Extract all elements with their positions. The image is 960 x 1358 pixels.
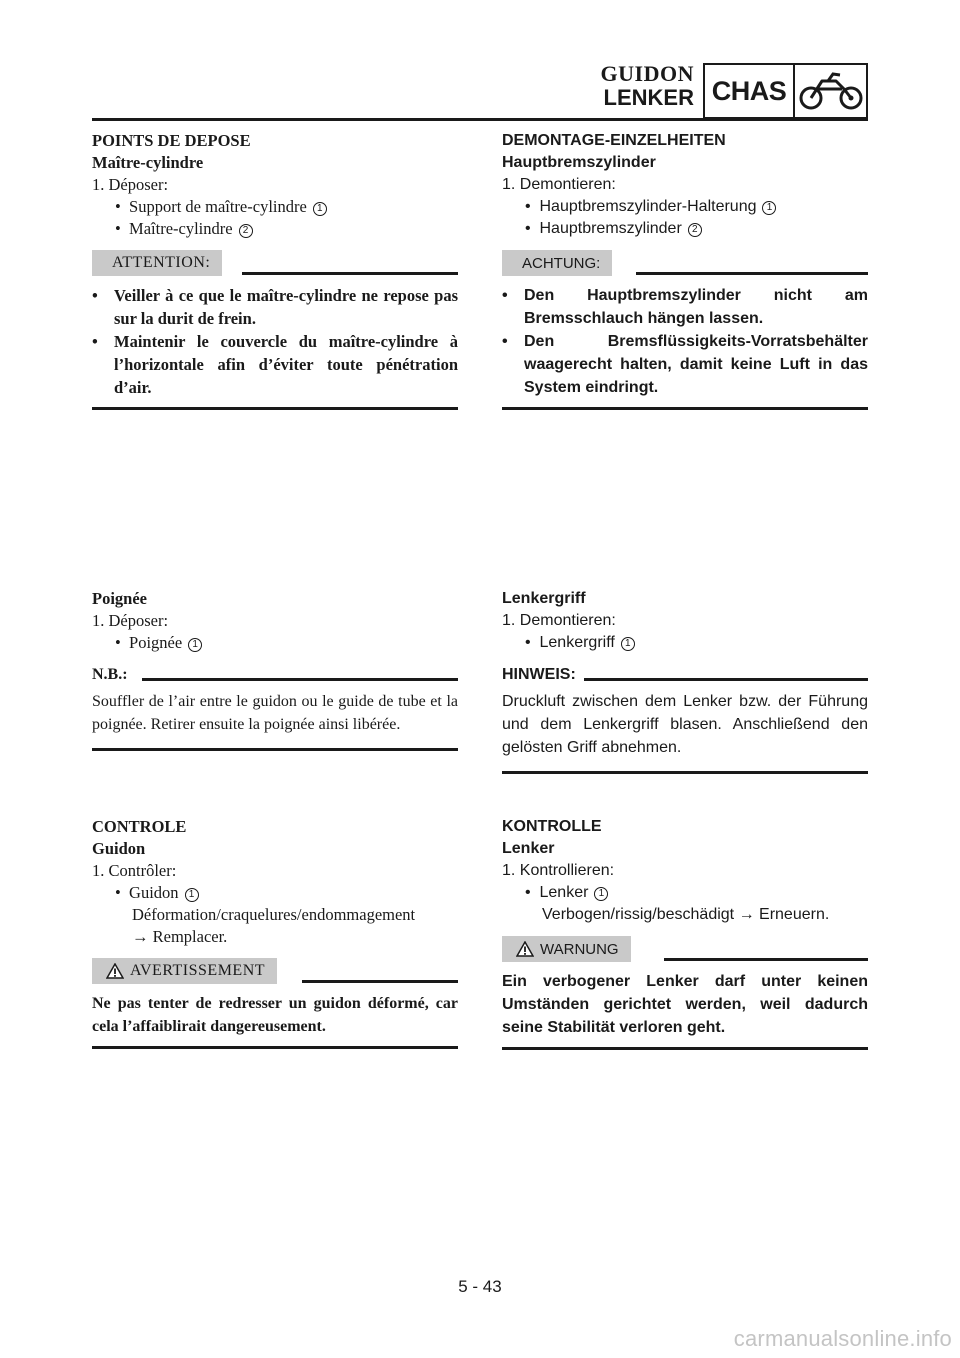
list-item: • Lenkergriff 1: [502, 632, 868, 654]
callout-number: 1: [188, 638, 202, 652]
caution-end-rule: [502, 407, 868, 410]
list-item: • Poignée 1: [92, 632, 458, 654]
fr-grip-section: [92, 588, 458, 751]
de-removal-subheading: Hauptbremszylinder: [502, 154, 656, 171]
warning-triangle-icon: [106, 963, 124, 979]
note-end-rule: [92, 748, 458, 751]
check-detail: Verbogen/rissig/beschädigt → Erneuern.: [542, 906, 830, 923]
fr-grip-step: 1. Déposer:: [92, 611, 169, 630]
list-item: • Guidon 1: [92, 882, 458, 904]
de-check-step: 1. Kontrollieren:: [502, 862, 615, 879]
callout-number: 1: [621, 637, 635, 651]
list-item-text: Guidon: [129, 883, 179, 902]
caution-label: ATTENTION:: [92, 250, 222, 276]
warning-triangle-icon: [516, 941, 534, 957]
list-item-text: Hauptbremszylinder-Halterung: [539, 198, 757, 215]
check-action: → Remplacer.: [132, 927, 228, 946]
note-label-row: [502, 664, 868, 686]
note-rule: [142, 678, 458, 681]
list-item: • Hauptbremszylinder 2: [502, 218, 868, 240]
fr-check-heading: CONTROLE: [92, 817, 187, 836]
caution-rule: [636, 272, 868, 275]
caution-end-rule: [92, 407, 458, 410]
caution-item-text: Den Bremsflüssigkeits-Vorratsbehälter waagerecht halten, damit keine Luft in das System eindringt.: [524, 333, 868, 396]
callout-number: 1: [313, 202, 327, 216]
callout-number: 1: [594, 887, 608, 901]
watermark: carmanualsonline.info: [733, 1326, 952, 1351]
caution-label: ACHTUNG:: [502, 250, 612, 276]
de-grip-section: [502, 588, 868, 774]
check-detail: Déformation/craquelures/endommagement: [132, 905, 416, 924]
caution-rule: [242, 272, 458, 275]
fr-removal-section: [92, 130, 458, 410]
warning-label: [92, 958, 277, 984]
fr-check-step: 1. Contrôler:: [92, 861, 177, 880]
note-end-rule: [502, 771, 868, 774]
list-item: • Hauptbremszylinder-Halterung 1: [502, 196, 868, 218]
list-item-text: Maître-cylindre: [129, 219, 233, 238]
de-grip-step: 1. Demontieren:: [502, 612, 616, 629]
note-label: N.B.:: [92, 666, 128, 683]
note-text: Souffler de l’air entre le guidon ou le guide de tube et la poignée. Retirer ensuite la poignée ainsi libérée.: [92, 693, 458, 733]
de-grip-subheading: Lenkergriff: [502, 590, 586, 607]
list-item-text: Lenker: [539, 884, 589, 901]
caution-item: • Veiller à ce que le maître-cylindre ne repose pas sur la durit de frein.: [92, 286, 458, 328]
page-header-titles: [601, 62, 694, 110]
callout-number: 1: [762, 201, 776, 215]
section-badge: [703, 63, 868, 119]
de-removal-heading: DEMONTAGE-EINZELHEITEN: [502, 132, 726, 149]
list-item-text: Lenkergriff: [539, 634, 615, 651]
callout-number: 2: [688, 223, 702, 237]
list-item-text: Support de maître-cylindre: [129, 197, 307, 216]
page-number: 5 - 43: [458, 1277, 502, 1296]
warning-text: Ein verbogener Lenker darf unter keinen Umständen gerichtet werden, weil dadurch seine Stabilität verloren geht.: [502, 973, 868, 1036]
note-rule: [584, 678, 868, 681]
fr-removal-step: 1. Déposer:: [92, 175, 169, 194]
de-removal-step: 1. Demontieren:: [502, 176, 616, 193]
callout-number: 1: [185, 888, 199, 902]
caution-list: [502, 284, 868, 399]
warning-label-row: [92, 958, 458, 986]
warning-end-rule: [502, 1047, 868, 1050]
list-item: • Support de maître-cylindre 1: [92, 196, 458, 218]
warning-label-text: WARNUNG: [540, 940, 619, 958]
de-check-subheading: Lenker: [502, 840, 555, 857]
warning-text: Ne pas tenter de redresser un guidon déformé, car cela l’affaiblirait dangereusement.: [92, 995, 458, 1035]
fr-check-section: [92, 816, 458, 1049]
section-code: CHAS: [705, 65, 795, 117]
list-item-text: Hauptbremszylinder: [539, 220, 682, 237]
warning-end-rule: [92, 1046, 458, 1049]
warning-label-text: AVERTISSEMENT: [130, 962, 266, 979]
header-title-de: LENKER: [603, 85, 694, 110]
warning-label: [502, 936, 631, 962]
note-text: Druckluft zwischen dem Lenker bzw. der Führung und dem Lenkergriff blasen. Anschließend den gelösten Griff abnehmen.: [502, 693, 868, 756]
note-label-row: [92, 664, 458, 686]
de-check-heading: KONTROLLE: [502, 818, 602, 835]
callout-number: 2: [239, 224, 253, 238]
header-title-fr: GUIDON: [600, 61, 694, 86]
header-rule: [92, 118, 868, 121]
de-removal-section: [502, 130, 868, 410]
caution-item-text: Maintenir le couvercle du maître-cylindre à l’horizontale afin d’éviter toute pénétration d’air.: [114, 332, 458, 397]
caution-item: • Den Bremsflüssigkeits-Vorratsbehälter waagerecht halten, damit keine Luft in das System eindringt.: [502, 333, 868, 396]
list-item: • Maître-cylindre 2: [92, 218, 458, 240]
caution-label-row: [502, 250, 868, 278]
caution-item-text: Den Hauptbremszylinder nicht am Bremsschlauch hängen lassen.: [524, 287, 868, 327]
fr-check-subheading: Guidon: [92, 839, 146, 858]
warning-rule: [302, 980, 458, 983]
caution-item: • Maintenir le couvercle du maître-cylindre à l’horizontale afin d’éviter toute pénétration d’air.: [92, 332, 458, 397]
warning-label-row: [502, 936, 868, 964]
caution-item-text: Veiller à ce que le maître-cylindre ne repose pas sur la durit de frein.: [114, 286, 458, 328]
list-item-text: Poignée: [129, 633, 183, 652]
list-item: • Lenker 1: [502, 882, 868, 904]
motorcycle-icon: [795, 65, 866, 117]
warning-rule: [664, 958, 868, 961]
fr-removal-heading: POINTS DE DEPOSE: [92, 131, 251, 150]
de-check-section: [502, 816, 868, 1050]
fr-removal-subheading: Maître-cylindre: [92, 153, 204, 172]
fr-grip-subheading: Poignée: [92, 589, 147, 608]
caution-list: [92, 284, 458, 399]
caution-item: • Den Hauptbremszylinder nicht am Bremsschlauch hängen lassen.: [502, 287, 868, 327]
note-label: HINWEIS:: [502, 666, 576, 683]
caution-label-row: [92, 250, 458, 278]
